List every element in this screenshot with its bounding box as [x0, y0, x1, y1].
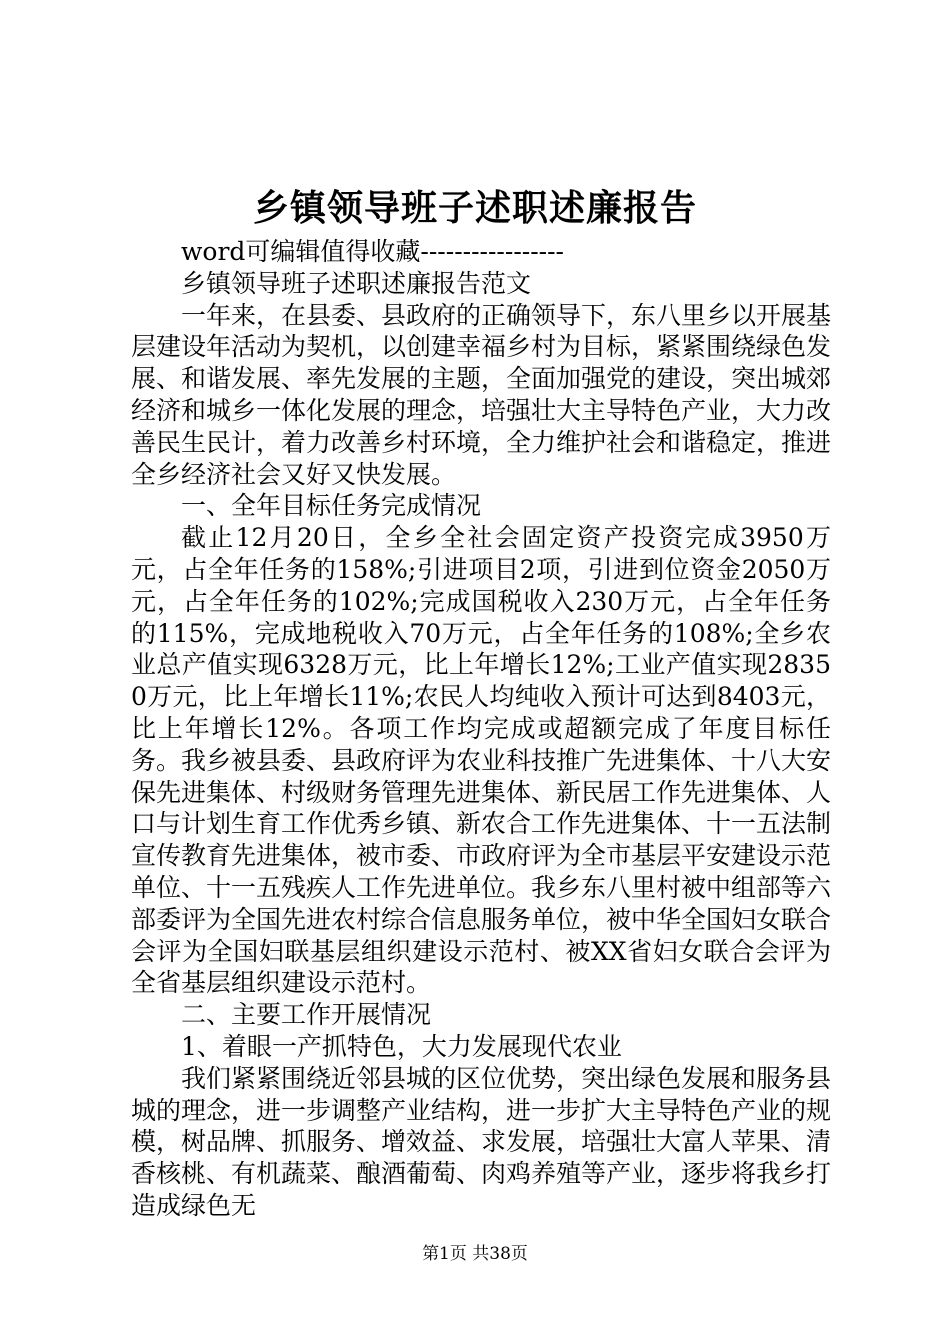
subsection-heading-1: 1、着眼一产抓特色，大力发展现代农业 [181, 1031, 622, 1061]
document-body [131, 236, 831, 1222]
subsection-1-paragraph: 我们紧紧围绕近邻县城的区位优势，突出绿色发展和服务县城的理念，进一步调整产业结构，进一步扩大主导特色产业的规模，树品牌、抓服务、增效益、求发展，培强壮大富人苹果、清香核桃、有机蔬菜、酿酒葡萄、肉鸡养殖等产业，逐步将我乡打造成绿色无 [131, 1063, 832, 1220]
section-heading-2: 二、主要工作开展情况 [181, 1000, 432, 1030]
section-heading-1: 一、全年目标任务完成情况 [181, 491, 482, 521]
watermark-note: word可编辑值得收藏----------------- [181, 237, 565, 266]
subtitle: 乡镇领导班子述职述廉报告范文 [181, 268, 532, 298]
page-footer: 第1页 共38页 [422, 1244, 528, 1264]
document-title: 乡镇领导班子述职述廉报告 [252, 188, 697, 229]
section-1-paragraph: 截止12月20日，全乡全社会固定资产投资完成3950万元，占全年任务的158%;引进项目2项，引进到位资金2050万元，占全年任务的102%;完成国税收入230万元，占全年任务的115%，完成地税收入70万元，占全年任务的108%;全乡农业总产值实现6328万元，比上年增长12%;工业产值实现28350万元，比上年增长11%;农民人均纯收入预计可达到8403元，比上年增长12%。各项工作均完成或超额完成了年度目标任务。我乡被县委、县政府评为农业科技推广先进集体、十八大安保先进集体、村级财务管理先进集体、新民居工作先进集体、人口与计划生育工作优秀乡镇、新农合工作先进集体、十一五法制宣传教育先进集体，被市委、市政府评为全市基层平安建设示范单位、十一五残疾人工作先进单位。我乡东八里村被中组部等六部委评为全国先进农村综合信息服务单位，被中华全国妇女联合会评为全国妇联基层组织建设示范村、被XX省妇女联合会评为全省基层组织建设示范村。 [131, 523, 832, 998]
intro-paragraph: 一年来，在县委、县政府的正确领导下，东八里乡以开展基层建设年活动为契机，以创建幸福乡村为目标，紧紧围绕绿色发展、和谐发展、率先发展的主题，全面加强党的建设，突出城郊经济和城乡一体化发展的理念，培强壮大主导特色产业，大力改善民生民计，着力改善乡村环境，全力维护社会和谐稳定，推进全乡经济社会又好又快发展。 [131, 300, 832, 489]
